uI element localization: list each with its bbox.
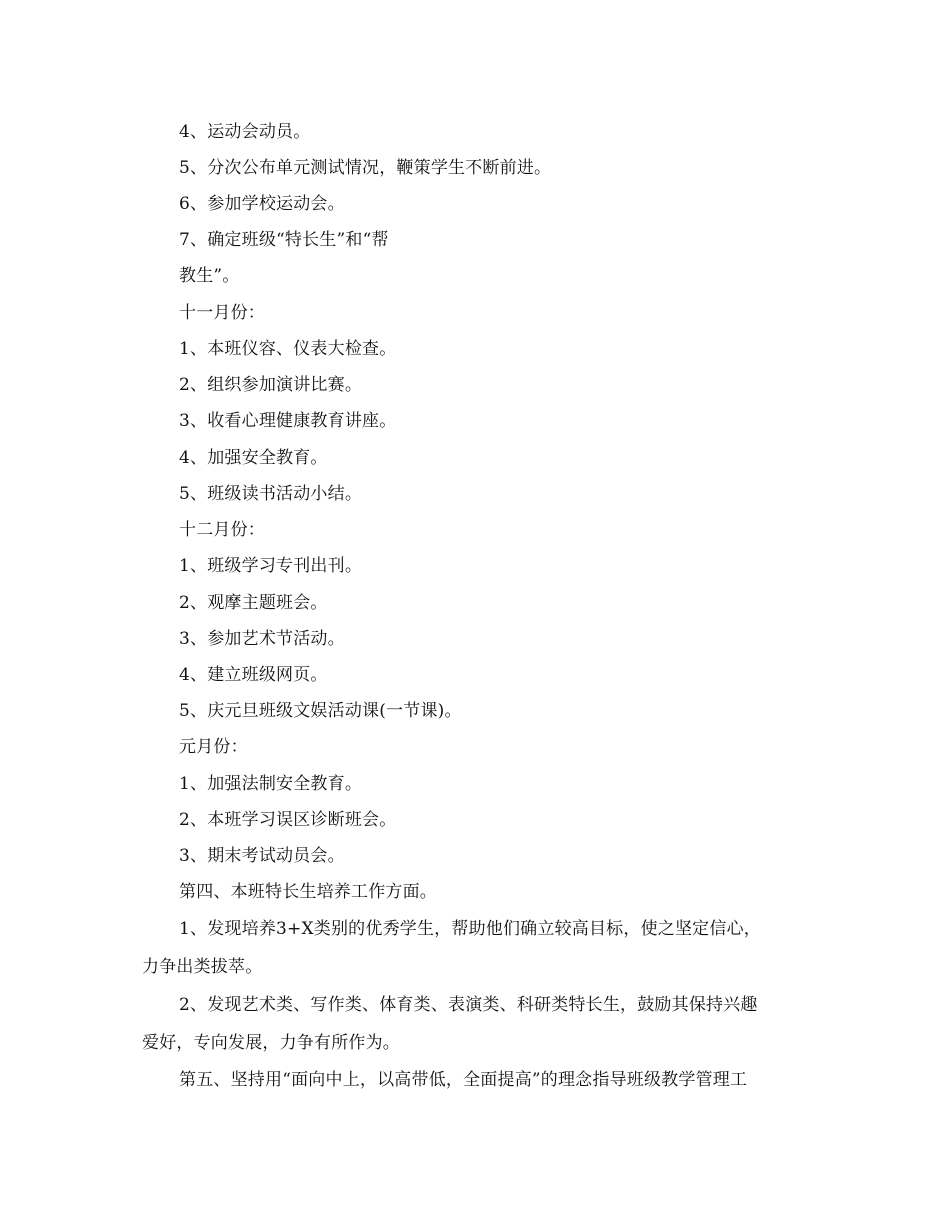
text-line: 教生”。: [179, 266, 240, 286]
text-line: 1、本班仪容、仪表大检查。: [179, 339, 397, 359]
section-heading: 元月份：: [179, 737, 248, 757]
text-line: 3、期末考试动员会。: [179, 846, 345, 866]
section-heading: 第五、坚持用“面向中上，以高带低，全面提高”的理念指导班级教学管理工: [179, 1070, 748, 1090]
text-line: 1、加强法制安全教育。: [179, 774, 363, 794]
text-line: 5、分次公布单元测试情况，鞭策学生不断前进。: [179, 158, 552, 178]
text-line: 5、班级读书活动小结。: [179, 484, 363, 504]
text-line-continuation: 力争出类拔萃。: [142, 957, 263, 977]
text-line: 2、发现艺术类、写作类、体育类、表演类、科研类特长生，鼓励其保持兴趣: [179, 995, 758, 1015]
text-line: 2、本班学习误区诊断班会。: [179, 810, 397, 830]
text-line: 5、庆元旦班级文娱活动课(一节课)。: [179, 701, 462, 721]
text-line-continuation: 爱好，专向发展，力争有所作为。: [142, 1033, 400, 1053]
text-line: 1、班级学习专刊出刊。: [179, 556, 363, 576]
text-line: 6、参加学校运动会。: [179, 194, 345, 214]
text-line: 4、运动会动员。: [179, 122, 311, 142]
text-line: 3、收看心理健康教育讲座。: [179, 411, 397, 431]
text-line: 4、建立班级网页。: [179, 665, 328, 685]
text-line: 1、发现培养3+X类别的优秀学生，帮助他们确立较高目标，使之坚定信心，: [179, 919, 761, 939]
text-line: 3、参加艺术节活动。: [179, 629, 345, 649]
section-heading: 十一月份：: [179, 303, 265, 323]
text-line: 2、观摩主题班会。: [179, 593, 328, 613]
text-line: 4、加强安全教育。: [179, 448, 328, 468]
section-heading: 第四、本班特长生培养工作方面。: [179, 882, 437, 902]
text-line: 7、确定班级“特长生”和“帮: [179, 230, 389, 250]
text-line: 2、组织参加演讲比赛。: [179, 375, 363, 395]
section-heading: 十二月份：: [179, 520, 265, 540]
